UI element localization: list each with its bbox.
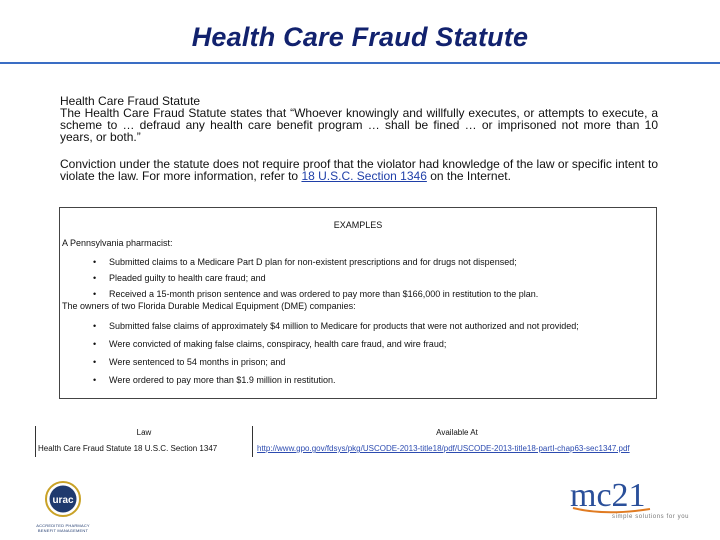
mc21-tagline: simple solutions for you: [612, 514, 690, 520]
bullet-icon: •: [93, 257, 97, 267]
statute-pdf-link[interactable]: http://www.gpo.gov/fdsys/pkg/USCODE-2013-title18/pdf/USCODE-2013-title18-partI-chap63-sec1347.pdf: [257, 444, 630, 453]
title-divider: [0, 62, 720, 64]
mc21-logo: [570, 472, 670, 530]
urac-caption: ACCREDITED PHARMACY BENEFIT MANAGEMENT: [36, 523, 90, 533]
slide-title: Health Care Fraud Statute: [191, 22, 529, 52]
conviction-text: Conviction under the statute does not require proof that the violator had knowledge of the law or specific intent to violate the law. For more information, refer to: [60, 157, 658, 183]
list-item: • Were ordered to pay more than $1.9 million in restitution.: [93, 375, 336, 385]
case-1-lead: A Pennsylvania pharmacist:: [62, 238, 173, 248]
case-2-lead: The owners of two Florida Durable Medical Equipment (DME) companies:: [62, 301, 356, 311]
law-cell: Health Care Fraud Statute 18 U.S.C. Section 1347: [36, 441, 253, 457]
conviction-tail: on the Internet.: [430, 169, 511, 183]
list-item: • Were convicted of making false claims, conspiracy, health care fraud, and wire fraud;: [93, 339, 447, 349]
urac-seal-icon: [32, 480, 94, 518]
bullet-icon: •: [93, 339, 97, 349]
bullet-icon: •: [93, 289, 97, 299]
case-1-list: [60, 257, 656, 300]
available-at-column-header: Available At: [253, 426, 658, 441]
usc-1346-link[interactable]: 18 U.S.C. Section 1346: [301, 169, 427, 183]
intro-heading: Health Care Fraud Statute: [60, 94, 201, 108]
bullet-icon: •: [93, 375, 97, 385]
list-item: • Received a 15-month prison sentence and was ordered to pay more than $166,000 in restitution to the plan.: [93, 289, 539, 299]
list-item: • Submitted claims to a Medicare Part D plan for non-existent prescriptions and for drugs not dispensed;: [93, 257, 517, 267]
examples-heading: EXAMPLES: [333, 220, 383, 230]
list-item: • Submitted false claims of approximately $4 million to Medicare for products that were not authorized and not provided;: [93, 321, 579, 331]
table-row: [36, 441, 658, 457]
list-item: • Pleaded guilty to health care fraud; and: [93, 273, 266, 283]
law-table-header-row: [36, 426, 658, 441]
urac-logo: [32, 480, 94, 533]
law-column-header: Law: [36, 426, 253, 441]
conviction-paragraph: [60, 158, 658, 182]
list-item: • Were sentenced to 54 months in prison; and: [93, 357, 286, 367]
case-2-list: [60, 321, 656, 386]
url-cell: [253, 441, 658, 457]
mc21-wordmark: mc21: [570, 477, 646, 514]
bullet-icon: •: [93, 321, 97, 331]
intro-statement: The Health Care Fraud Statute states that “Whoever knowingly and willfully executes, or attempts to execute, a scheme to … defraud any health care benefit program … shall be fined … or imprisoned not more than 10 years, or both.”: [60, 106, 658, 144]
intro-section: [60, 95, 658, 182]
mc21-wordmark-icon: [570, 472, 670, 514]
examples-box: [59, 207, 657, 399]
bullet-icon: •: [93, 357, 97, 367]
law-table: [35, 426, 657, 457]
urac-wordmark: urac: [52, 495, 74, 506]
bullet-icon: •: [93, 273, 97, 283]
